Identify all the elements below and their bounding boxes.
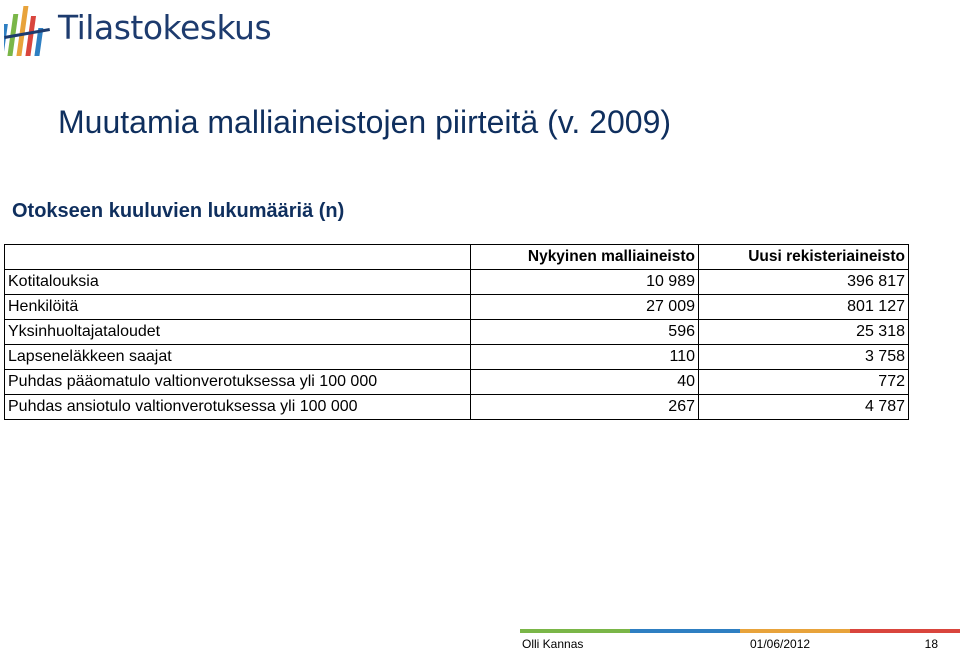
new-value: 396 817 bbox=[699, 270, 909, 295]
footer-color-bar bbox=[520, 629, 960, 633]
footer-author: Olli Kannas bbox=[522, 637, 584, 651]
footer-bar-segment bbox=[850, 629, 960, 633]
table-row bbox=[5, 270, 909, 295]
header-current-dataset: Nykyinen malliaineisto bbox=[471, 245, 699, 270]
new-value: 4 787 bbox=[699, 395, 909, 420]
new-value: 25 318 bbox=[699, 320, 909, 345]
table-row bbox=[5, 345, 909, 370]
sample-counts-table bbox=[4, 244, 909, 420]
current-value: 267 bbox=[471, 395, 699, 420]
current-value: 110 bbox=[471, 345, 699, 370]
new-value: 801 127 bbox=[699, 295, 909, 320]
row-label: Kotitalouksia bbox=[5, 270, 471, 295]
footer-bar-segment bbox=[630, 629, 740, 633]
table-row bbox=[5, 370, 909, 395]
new-value: 772 bbox=[699, 370, 909, 395]
table-row bbox=[5, 295, 909, 320]
table-row bbox=[5, 395, 909, 420]
tilastokeskus-logo bbox=[4, 2, 272, 58]
row-label: Puhdas pääomatulo valtionverotuksessa yli 100 000 bbox=[5, 370, 471, 395]
current-value: 596 bbox=[471, 320, 699, 345]
table-header-row bbox=[5, 245, 909, 270]
footer-date: 01/06/2012 bbox=[750, 637, 811, 651]
header-empty-cell bbox=[5, 245, 471, 270]
current-value: 10 989 bbox=[471, 270, 699, 295]
row-label: Puhdas ansiotulo valtionverotuksessa yli 100 000 bbox=[5, 395, 471, 420]
new-value: 3 758 bbox=[699, 345, 909, 370]
footer-page-number: 18 bbox=[924, 637, 938, 651]
logo-mark-icon bbox=[4, 2, 52, 58]
page-title: Muutamia malliaineistojen piirteitä (v. 2009) bbox=[58, 104, 672, 140]
row-label: Lapseneläkkeen saajat bbox=[5, 345, 471, 370]
row-label: Henkilöitä bbox=[5, 295, 471, 320]
header-new-register-dataset: Uusi rekisteriaineisto bbox=[699, 245, 909, 270]
slide-footer bbox=[520, 638, 960, 651]
row-label: Yksinhuoltajataloudet bbox=[5, 320, 471, 345]
current-value: 40 bbox=[471, 370, 699, 395]
current-value: 27 009 bbox=[471, 295, 699, 320]
table-subtitle: Otokseen kuuluvien lukumääriä (n) bbox=[12, 200, 345, 222]
table-row bbox=[5, 320, 909, 345]
footer-bar-segment bbox=[740, 629, 850, 633]
logo-text: Tilastokeskus bbox=[58, 8, 272, 47]
footer-bar-segment bbox=[520, 629, 630, 633]
